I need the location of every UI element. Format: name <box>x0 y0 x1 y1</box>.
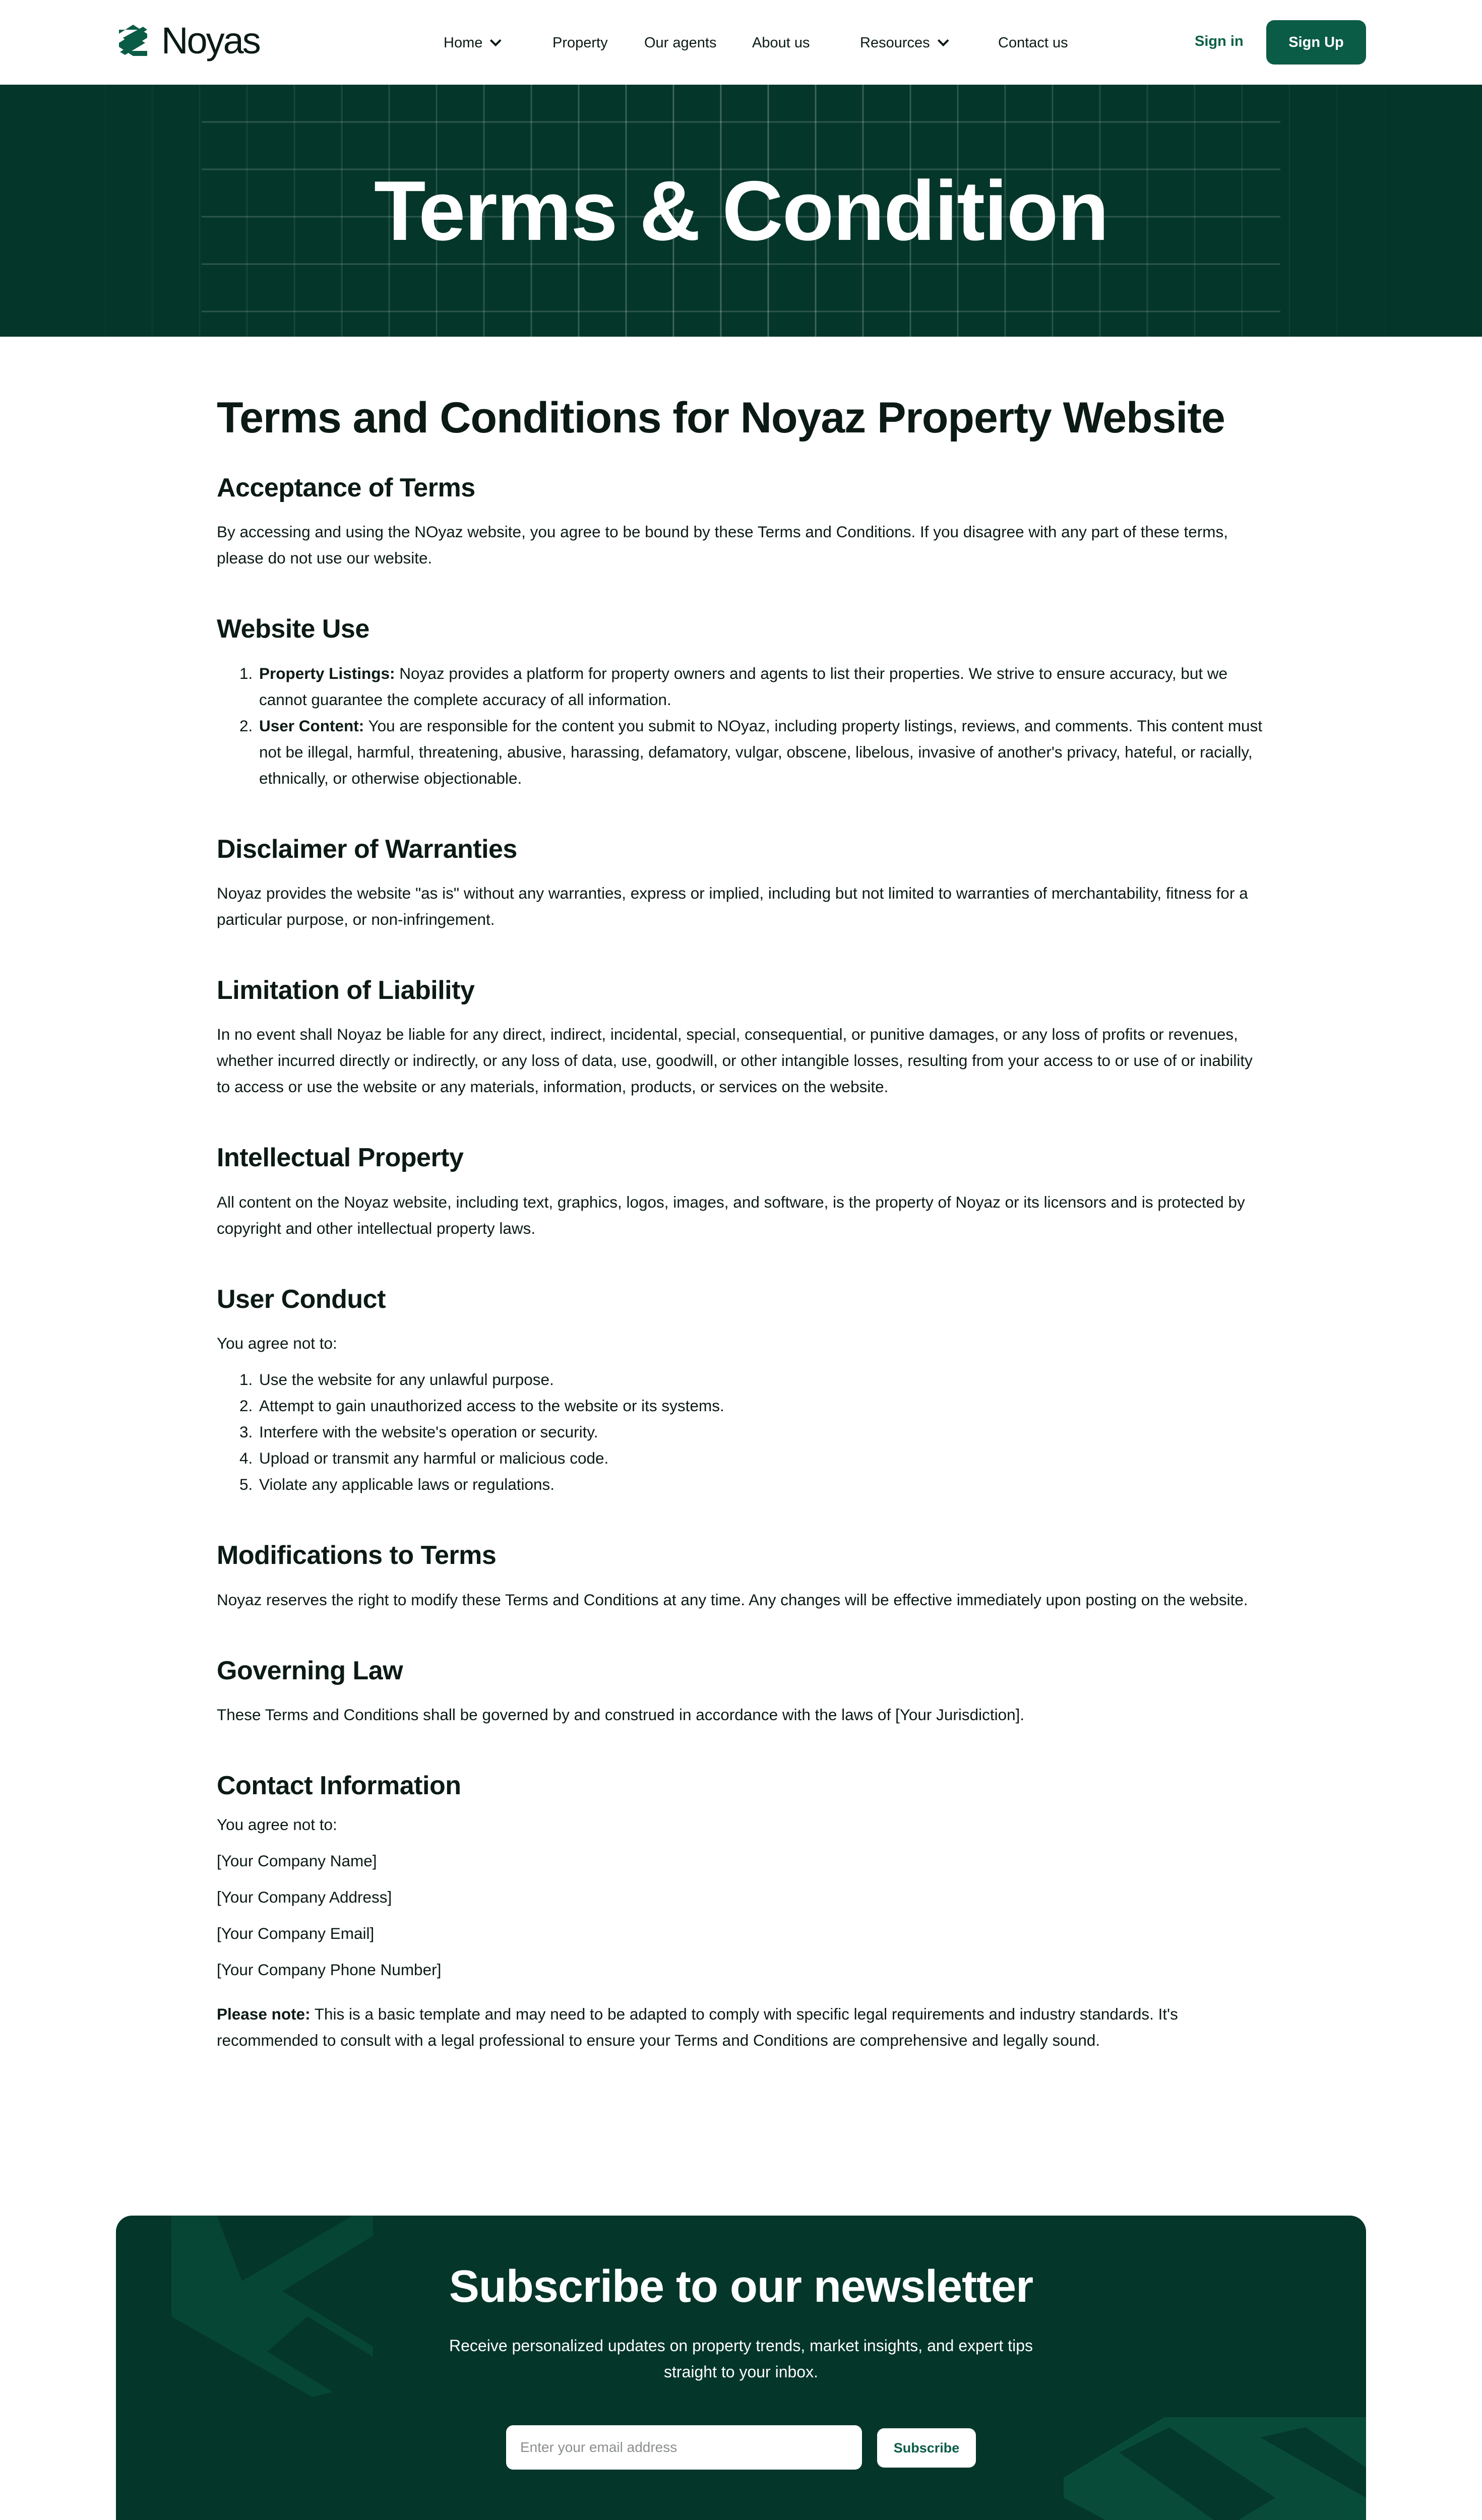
list-item: 1. Use the website for any unlawful purpose. <box>257 1366 1265 1393</box>
section-liability <box>217 975 1265 1100</box>
contact-line: [Your Company Phone Number] <box>217 1961 442 1979</box>
section-heading: Contact Information <box>217 1771 461 1801</box>
hero-banner <box>0 85 1482 337</box>
website-use-list <box>217 660 1265 791</box>
note <box>217 2001 1265 2053</box>
chevron-down-icon <box>938 35 949 46</box>
nav-item-property[interactable] <box>552 35 608 51</box>
section-heading: User Conduct <box>217 1284 386 1314</box>
section-text: By accessing and using the NOyaz website, you agree to be bound by these Terms and Conditions. If you disagree with any part of these terms, please do not use our website. <box>217 523 1228 568</box>
newsletter-banner <box>116 2216 1366 2520</box>
section-heading: Disclaimer of Warranties <box>217 834 517 864</box>
contact-line: [Your Company Email] <box>217 1924 375 1943</box>
logo-mark-icon <box>116 23 150 59</box>
section-heading: Modifications to Terms <box>217 1541 497 1570</box>
section-intro: You agree not to: <box>217 1334 337 1353</box>
newsletter-title: Subscribe to our newsletter <box>449 2261 1033 2312</box>
section-heading: Acceptance of Terms <box>217 473 475 502</box>
nav-item-contact-us[interactable] <box>998 35 1068 51</box>
list-item <box>257 660 1265 713</box>
section-heading: Limitation of Liability <box>217 976 475 1005</box>
section-text: Noyaz reserves the right to modify these Terms and Conditions at any time. Any changes will be effective immediately upon posting on the website. <box>217 1590 1248 1609</box>
nav-item-label: Contact us <box>998 34 1068 51</box>
nav-item-label: Property <box>552 34 608 51</box>
brand-logo[interactable] <box>116 22 260 59</box>
section-text: These Terms and Conditions shall be governed by and construed in accordance with the laws of [Your Jurisdiction]. <box>217 1706 1025 1724</box>
list-item: 3. Interfere with the website's operation or security. <box>257 1419 1265 1445</box>
hero-title: Terms & Condition <box>374 163 1108 258</box>
nav-item-label: About us <box>752 34 810 51</box>
nav-item-label: Resources <box>860 34 930 51</box>
list-item-label: Property Listings: <box>259 664 395 682</box>
conduct-list <box>217 1366 1265 1497</box>
section-text: All content on the Noyaz website, including text, graphics, logos, images, and software, is the property of Noyaz or its licensors and is protected by copyright and other intellectual property laws. <box>217 1192 1245 1237</box>
nav-item-about-us[interactable] <box>752 35 810 51</box>
sign-up-button[interactable]: Sign Up <box>1266 20 1366 65</box>
contact-line: [Your Company Name] <box>217 1852 377 1870</box>
list-item: 4. Upload or transmit any harmful or malicious code. <box>257 1445 1265 1471</box>
nav-item-home[interactable] <box>444 35 498 51</box>
section-heading: Intellectual Property <box>217 1143 464 1173</box>
list-item: 2. Attempt to gain unauthorized access to the website or its systems. <box>257 1393 1265 1419</box>
nav-item-resources[interactable] <box>860 35 945 51</box>
list-item-text: Noyaz provides a platform for property owners and agents to list their properties. We strive to ensure accuracy, but we cannot guarantee the complete accuracy of all information. <box>259 664 1228 709</box>
section-heading: Website Use <box>217 614 369 644</box>
section-disclaimer <box>217 834 1265 932</box>
section-text: Noyaz provides the website "as is" without any warranties, express or implied, including but not limited to warranties of merchantability, fitness for a particular purpose, or non-infringement. <box>217 884 1248 929</box>
list-item <box>257 713 1265 791</box>
contact-line: [Your Company Address] <box>217 1888 392 1907</box>
chevron-down-icon <box>490 35 502 46</box>
section-contact <box>217 1770 1265 2053</box>
subscribe-button[interactable]: Subscribe <box>877 2428 976 2468</box>
note-label: Please note: <box>217 2005 311 2024</box>
list-item-label: User Content: <box>259 716 364 735</box>
nav-item-our-agents[interactable] <box>644 35 716 51</box>
section-heading: Governing Law <box>217 1656 403 1685</box>
newsletter-subtitle: Receive personalized updates on property trends, market insights, and expert tips straight to your inbox. <box>449 2337 1033 2381</box>
sign-in-link[interactable]: Sign in <box>1195 33 1244 49</box>
brand-name: Noyas <box>161 20 260 61</box>
section-modifications <box>217 1540 1265 1612</box>
newsletter-email-input[interactable] <box>506 2425 862 2470</box>
navbar <box>0 0 1482 85</box>
section-acceptance <box>217 472 1265 571</box>
list-item: 5. Violate any applicable laws or regulations. <box>257 1471 1265 1497</box>
nav-item-label: Home <box>444 34 483 51</box>
terms-content <box>217 393 1265 2096</box>
section-intellectual-property <box>217 1142 1265 1241</box>
list-item-text: You are responsible for the content you submit to NOyaz, including property listings, reviews, and comments. This content must not be illegal, harmful, threatening, abusive, harassing, defamatory, vulgar, obscene, libelous, invasive of another's privacy, hateful, or racially, ethnically, or otherwise objectionable. <box>259 716 1263 787</box>
section-user-conduct <box>217 1284 1265 1497</box>
section-text: In no event shall Noyaz be liable for any direct, indirect, incidental, special, consequential, or punitive damages, or any loss of profits or revenues, whether incurred directly or indirectly, or any loss of data, use, goodwill, or other intangible losses, resulting from your access to or use of or inability to access or use the website or any materials, information, products, or services on the website. <box>217 1025 1253 1096</box>
nav-item-label: Our agents <box>644 34 717 51</box>
note-text: This is a basic template and may need to be adapted to comply with specific legal requirements and industry standards. It's recommended to consult with a legal professional to ensure your Terms and Conditions are comprehensive and legally sound. <box>217 2005 1178 2050</box>
page-title: Terms and Conditions for Noyaz Property Website <box>217 394 1225 442</box>
section-website-use <box>217 613 1265 791</box>
section-governing-law <box>217 1655 1265 1728</box>
section-intro: You agree not to: <box>217 1815 337 1834</box>
